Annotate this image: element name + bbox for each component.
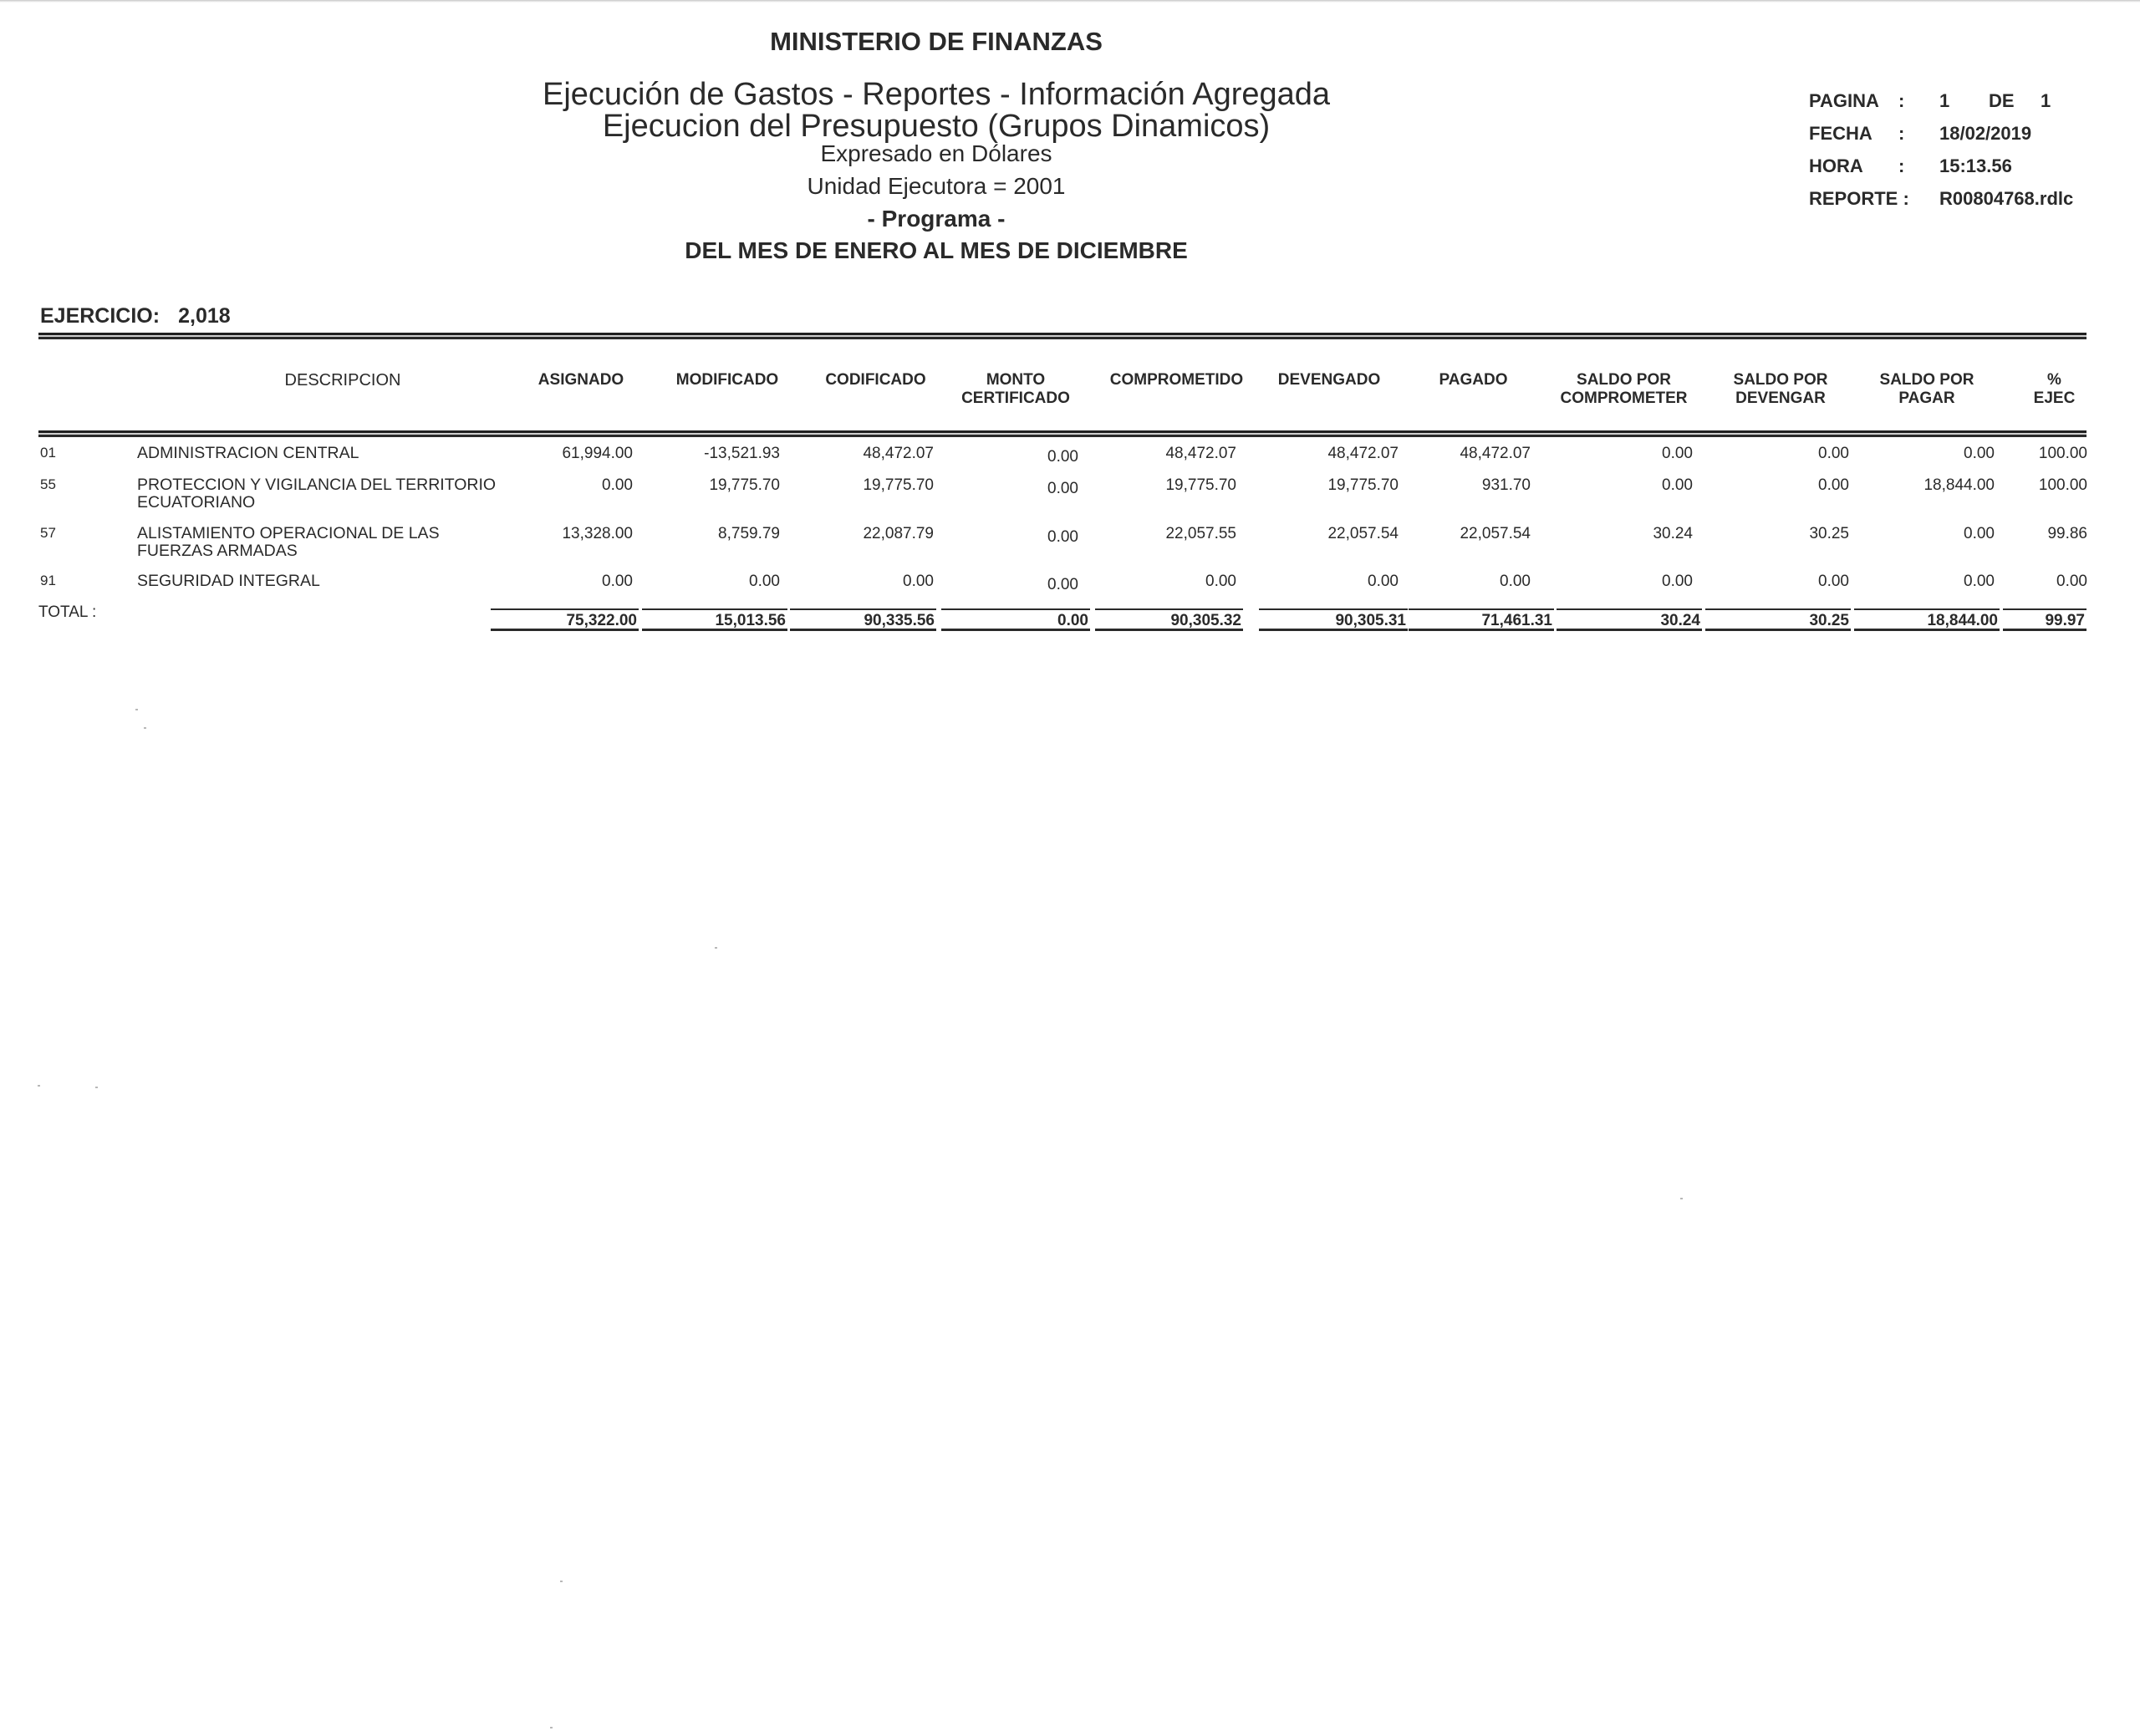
reporte-label: REPORTE : bbox=[1809, 188, 1909, 209]
total-pagado: 71,461.31 bbox=[1409, 608, 1554, 631]
cell-asignado: 0.00 bbox=[602, 476, 633, 494]
pagina-value: 1 bbox=[1939, 90, 1950, 111]
row-code: 01 bbox=[40, 445, 56, 461]
scan-speck bbox=[560, 1581, 563, 1582]
cell-certificado: 0.00 bbox=[1047, 576, 1078, 593]
col-modificado: MODIFICADO bbox=[675, 371, 779, 389]
row-code: 55 bbox=[40, 476, 56, 492]
cell-devengado: 48,472.07 bbox=[1327, 445, 1399, 462]
cell-saldo-devengar: 0.00 bbox=[1818, 445, 1849, 462]
cell-codificado: 0.00 bbox=[903, 573, 934, 590]
cell-saldo-devengar: 30.25 bbox=[1809, 525, 1849, 542]
cell-devengado: 19,775.70 bbox=[1327, 476, 1399, 494]
cell-pagado: 48,472.07 bbox=[1460, 445, 1531, 462]
scan-top-edge bbox=[0, 0, 2140, 3]
total-saldo-devengar: 30.25 bbox=[1705, 608, 1851, 631]
scan-speck bbox=[1680, 1198, 1683, 1199]
cell-pagado: 931.70 bbox=[1481, 476, 1531, 494]
total-ejec: 99.97 bbox=[2003, 608, 2086, 631]
total-devengado: 90,305.31 bbox=[1259, 608, 1408, 631]
cell-asignado: 0.00 bbox=[602, 573, 633, 590]
header-bottom-rule bbox=[38, 430, 2086, 437]
currency-note: Expresado en Dólares bbox=[820, 140, 1052, 166]
cell-saldo-comprometer: 0.00 bbox=[1662, 445, 1693, 462]
cell-modificado: 19,775.70 bbox=[709, 476, 780, 494]
row-code: 91 bbox=[40, 573, 56, 588]
col-saldo-comprometer: SALDO POR COMPROMETER bbox=[1560, 371, 1688, 407]
cell-ejec: 99.86 bbox=[2047, 525, 2087, 542]
cell-comprometido: 19,775.70 bbox=[1165, 476, 1236, 494]
cell-certificado: 0.00 bbox=[1047, 528, 1078, 546]
col-saldo-pagar: SALDO POR PAGAR bbox=[1879, 371, 1974, 407]
total-certificado: 0.00 bbox=[941, 608, 1090, 631]
scan-speck bbox=[135, 709, 138, 710]
hora-label: HORA bbox=[1809, 155, 1863, 176]
total-label: TOTAL : bbox=[38, 603, 97, 621]
cell-codificado: 48,472.07 bbox=[863, 445, 934, 462]
cell-saldo-comprometer: 30.24 bbox=[1653, 525, 1693, 542]
col-asignado: ASIGNADO bbox=[538, 371, 624, 389]
col-monto-certificado: MONTO CERTIFICADO bbox=[961, 371, 1070, 407]
cell-pagado: 0.00 bbox=[1500, 573, 1531, 590]
scan-speck bbox=[715, 947, 717, 949]
row-description: SEGURIDAD INTEGRAL bbox=[137, 572, 320, 590]
scan-speck bbox=[144, 727, 146, 729]
cell-saldo-pagar: 18,844.00 bbox=[1923, 476, 1995, 494]
report-subtitle: Ejecucion del Presupuesto (Grupos Dinamicos) bbox=[602, 109, 1271, 144]
cell-saldo-devengar: 0.00 bbox=[1818, 476, 1849, 494]
cell-ejec: 100.00 bbox=[2038, 476, 2087, 494]
ejercicio-label: EJERCICIO: bbox=[40, 304, 160, 328]
col-comprometido: COMPROMETIDO bbox=[1109, 371, 1244, 389]
cell-codificado: 22,087.79 bbox=[863, 525, 934, 542]
row-description: PROTECCION Y VIGILANCIA DEL TERRITORIO ECUATORIANO bbox=[137, 476, 497, 512]
total-modificado: 15,013.56 bbox=[642, 608, 787, 631]
cell-saldo-comprometer: 0.00 bbox=[1662, 476, 1693, 494]
total-asignado: 75,322.00 bbox=[491, 608, 639, 631]
cell-certificado: 0.00 bbox=[1047, 448, 1078, 466]
cell-comprometido: 22,057.55 bbox=[1165, 525, 1236, 542]
col-devengado: DEVENGADO bbox=[1277, 371, 1381, 389]
cell-saldo-pagar: 0.00 bbox=[1964, 573, 1995, 590]
cell-pagado: 22,057.54 bbox=[1460, 525, 1531, 542]
de-label: DE bbox=[1989, 90, 2015, 111]
total-saldo-comprometer: 30.24 bbox=[1557, 608, 1702, 631]
cell-certificado: 0.00 bbox=[1047, 480, 1078, 497]
cell-devengado: 22,057.54 bbox=[1327, 525, 1399, 542]
cell-comprometido: 0.00 bbox=[1205, 573, 1236, 590]
cell-ejec: 100.00 bbox=[2038, 445, 2087, 462]
cell-ejec: 0.00 bbox=[2056, 573, 2087, 590]
ministry-name: MINISTERIO DE FINANZAS bbox=[770, 27, 1103, 56]
cell-saldo-devengar: 0.00 bbox=[1818, 573, 1849, 590]
cell-modificado: 0.00 bbox=[749, 573, 780, 590]
ejercicio-value: 2,018 bbox=[178, 304, 231, 328]
scan-speck bbox=[95, 1087, 98, 1088]
cell-modificado: 8,759.79 bbox=[718, 525, 780, 542]
total-codificado: 90,335.56 bbox=[790, 608, 936, 631]
ejercicio bbox=[40, 304, 231, 328]
hora-value: 15:13.56 bbox=[1939, 155, 2012, 176]
period-range: DEL MES DE ENERO AL MES DE DICIEMBRE bbox=[685, 237, 1188, 263]
colon: : bbox=[1898, 123, 1905, 144]
cell-saldo-comprometer: 0.00 bbox=[1662, 573, 1693, 590]
col-descripcion: DESCRIPCION bbox=[284, 371, 401, 389]
scan-speck bbox=[38, 1085, 40, 1087]
grouping-label: - Programa - bbox=[867, 206, 1006, 232]
cell-saldo-pagar: 0.00 bbox=[1964, 445, 1995, 462]
total-saldo-pagar: 18,844.00 bbox=[1854, 608, 2000, 631]
pagina-label: PAGINA bbox=[1809, 90, 1879, 111]
fecha-label: FECHA bbox=[1809, 123, 1872, 144]
report-title: Ejecución de Gastos - Reportes - Información Agregada bbox=[542, 77, 1331, 112]
cell-devengado: 0.00 bbox=[1368, 573, 1399, 590]
fecha-value: 18/02/2019 bbox=[1939, 123, 2032, 144]
colon: : bbox=[1898, 90, 1905, 111]
cell-asignado: 13,328.00 bbox=[562, 525, 633, 542]
reporte-value: R00804768.rdlc bbox=[1939, 188, 2074, 209]
cell-codificado: 19,775.70 bbox=[863, 476, 934, 494]
col-codificado: CODIFICADO bbox=[825, 371, 926, 389]
col-pagado: PAGADO bbox=[1439, 371, 1508, 389]
cell-modificado: -13,521.93 bbox=[704, 445, 780, 462]
table-top-rule bbox=[38, 333, 2086, 339]
de-value: 1 bbox=[2041, 90, 2051, 111]
unidad-ejecutora: Unidad Ejecutora = 2001 bbox=[807, 173, 1066, 199]
cell-asignado: 61,994.00 bbox=[562, 445, 633, 462]
row-description: ALISTAMIENTO OPERACIONAL DE LAS FUERZAS ARMADAS bbox=[137, 524, 440, 560]
row-code: 57 bbox=[40, 525, 56, 541]
scan-speck bbox=[550, 1727, 553, 1728]
col-saldo-devengar: SALDO POR DEVENGAR bbox=[1733, 371, 1828, 407]
total-comprometido: 90,305.32 bbox=[1095, 608, 1243, 631]
colon: : bbox=[1898, 155, 1905, 176]
row-description: ADMINISTRACION CENTRAL bbox=[137, 444, 359, 462]
cell-saldo-pagar: 0.00 bbox=[1964, 525, 1995, 542]
col-ejec: % EJEC bbox=[2033, 371, 2076, 407]
cell-comprometido: 48,472.07 bbox=[1165, 445, 1236, 462]
